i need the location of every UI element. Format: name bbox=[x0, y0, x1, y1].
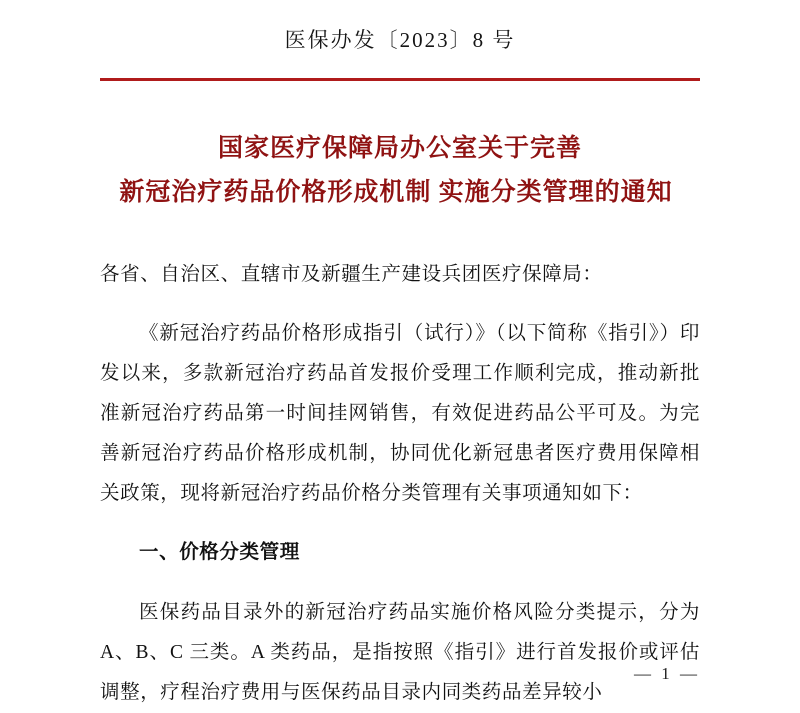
title-line-2: 新冠治疗药品价格形成机制 实施分类管理的通知 bbox=[119, 178, 673, 206]
red-divider-rule bbox=[100, 78, 700, 81]
salutation: 各省、自治区、直辖市及新疆生产建设兵团医疗保障局： bbox=[100, 263, 603, 285]
paragraph-1: 《新冠治疗药品价格形成指引（试行）》（以下简称《指引》）印发以来，多款新冠治疗药品首发报价受理工作顺利完成，推动新批准新冠治疗药品第一时间挂网销售，有效促进药品公平可及。为完善新冠治疗药品价格形成机制，协同优化新冠患者医疗费用保障相关政策，现将新冠治疗药品价格分类管理有关事项通知如下： bbox=[100, 322, 700, 504]
title-line-1: 国家医疗保障局办公室关于完善 bbox=[217, 135, 582, 162]
document-title bbox=[100, 127, 700, 215]
page-number: — 1 — bbox=[634, 664, 700, 683]
section-1-paragraph: 医保药品目录外的新冠治疗药品实施价格风险分类提示，分为 A、B、C 三类。A 类药品，是指按照《指引》进行首发报价或评估调整，疗程治疗费用与医保药品目录内同类药品差异较小 bbox=[100, 601, 700, 703]
document-body bbox=[100, 255, 700, 713]
section-1-heading: 一、价格分类管理 bbox=[139, 542, 300, 564]
document-number: 医保办发〔2023〕8 号 bbox=[284, 28, 516, 52]
